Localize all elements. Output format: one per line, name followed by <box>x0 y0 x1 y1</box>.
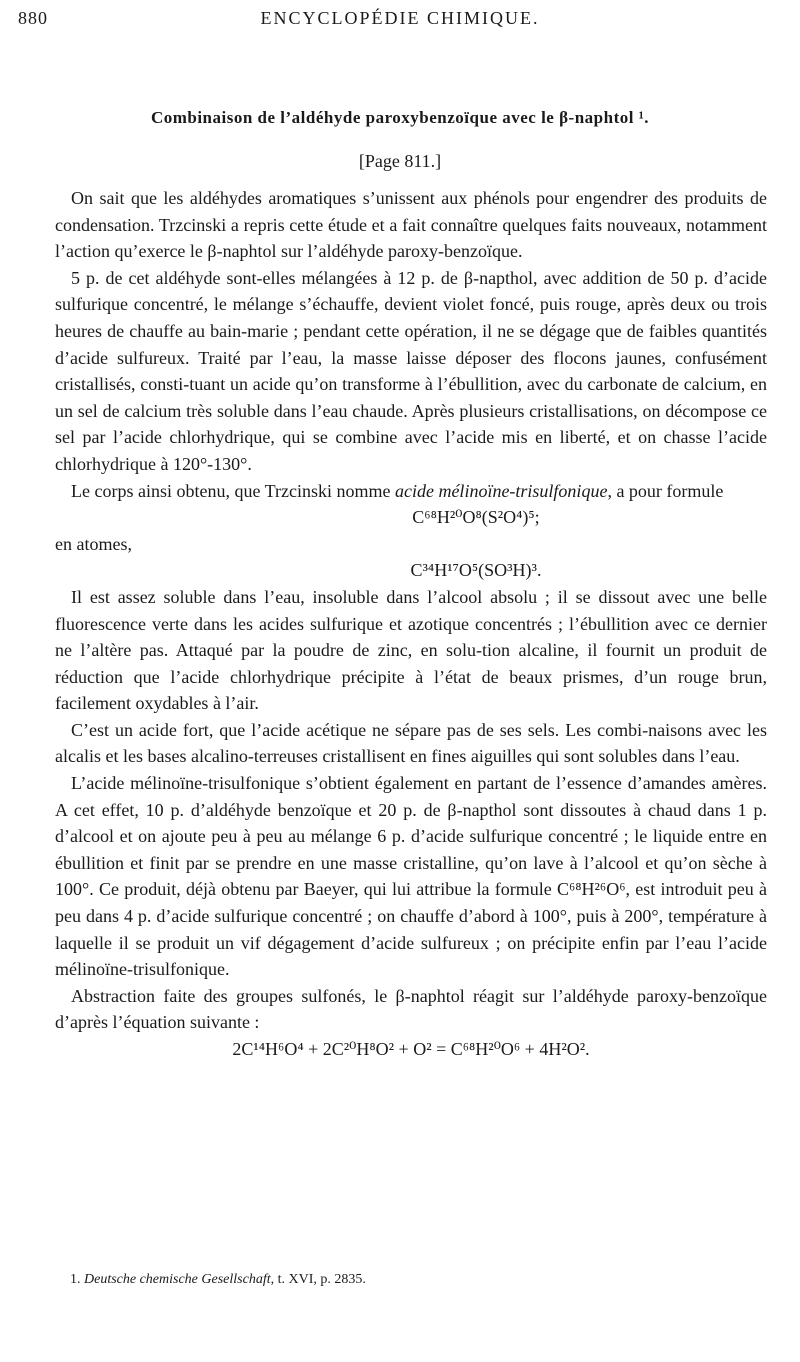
body-text <box>55 185 767 1063</box>
footnote-detail: , t. XVI, p. 2835. <box>270 1272 366 1287</box>
page-number: 880 <box>18 8 48 28</box>
paragraph: C’est un acide fort, que l’acide acétique ne sépare pas de ses sels. Les combi-naisons avec les alcalis et les bases alcalino-terreuses cristallisent en fines aiguilles qui sont solubles dans l’eau. <box>55 719 767 767</box>
equation: 2C¹⁴H⁶O⁴ + 2C²⁰H⁸O² + O² = C⁶⁸H²⁰O⁶ + 4H²O². <box>232 1039 590 1059</box>
footnote-source: Deutsche chemische Gesellschaft <box>84 1272 271 1287</box>
italic-term: acide mélinoïne-trisulfonique <box>394 480 608 501</box>
page-reference: [Page 811.] <box>358 151 442 171</box>
formula: C⁶⁸H²⁰O⁸(S²O⁴)⁵; <box>412 507 540 528</box>
footnote-number: 1. <box>70 1272 81 1287</box>
paragraph: Il est assez soluble dans l’eau, insoluble dans l’alcool absolu ; il se dissout avec une belle fluorescence verte dans les acides sulfurique et azotique concentrés ; l’ébullition avec ce dernier ne l’altère pas. Attaqué par la poudre de zinc, en solu-tion alcaline, il fournit un produit de réduction que l’acide chlorhydrique précipite à l’état de beaux prismes, d’un rouge brun, facilement oxydables à l’air. <box>55 586 767 714</box>
running-header <box>0 8 800 38</box>
paragraph: On sait que les aldéhydes aromatiques s’unissent aux phénols pour engendrer des produits de condensation. Trzcinski a repris cette étude et a fait connaître quelques faits nouveaux, notamment l’action qu’exerce le β-naphtol sur l’aldéhyde paroxy-benzoïque. <box>55 188 767 262</box>
atoms-label: en atomes, <box>55 533 132 554</box>
footnote <box>70 1272 760 1288</box>
paragraph: L’acide mélinoïne-trisulfonique s’obtient également en partant de l’essence d’amandes amères. A cet effet, 10 p. d’aldéhyde benzoïque et 20 p. de β-napthol sont dissoutes à chaud dans 1 p. d’alcool et on ajoute peu à peu au mélange 6 p. d’acide sulfurique concentré ; le liquide entre en ébullition et finit par se prendre en une masse cristalline, qu’on lave à l’alcool et qu’on sèche à 100°. Ce produit, déjà obtenu par Baeyer, qui lui attribue la formule C⁶⁸H²⁶O⁶, est introduit peu à peu dans 4 p. d’acide sulfurique concentré ; on chauffe d’abord à 100°, puis à 200°, température à laquelle il se produit un vif dégagement d’acide sulfureux ; on précipite enfin par l’eau l’acide mélinoïne-trisulfonique. <box>55 773 767 980</box>
paragraph <box>55 265 767 478</box>
paragraph-text: , a pour formule <box>607 480 724 501</box>
paragraph <box>55 478 767 505</box>
running-title: ENCYCLOPÉDIE CHIMIQUE. <box>260 8 540 28</box>
formula: C³⁴H¹⁷O⁵(SO³H)³. <box>410 560 542 581</box>
paragraph-text: 5 p. de cet aldéhyde sont-elles mélangées à 12 p. de β-napthol, avec addition de 50 p. d’acide sulfurique concentré, le mélange s’échauffe, devient violet foncé, puis rouge, après deux ou trois heures de chauffe au bain-marie ; pendant cette opération, il ne se dégage que de faibles quantités d’acide sulfureux. Traité par l’eau, la masse laisse déposer des flocons jaunes, confusément cristallisés, consti-tuant un acide qu’on transforme à l’ébullition, avec du carbonate de calcium, en un sel de calcium très soluble dans l’eau chaude. Après plusieurs cristallisations, on décompose ce sel par l’acide chlorhydrique, qui se combine avec l’acide mis en liberté, et on chasse l’acide chlorhydrique à 120°-130°. <box>55 267 767 474</box>
paragraph: Abstraction faite des groupes sulfonés, le β-naphtol réagit sur l’aldéhyde paroxy-benzoïque d’après l’équation suivante : <box>55 985 767 1033</box>
section-title: Combinaison de l’aldéhyde paroxybenzoïque avec le β-naphtol ¹. <box>150 108 650 127</box>
paragraph-text: Le corps ainsi obtenu, que Trzcinski nomme <box>71 480 391 501</box>
